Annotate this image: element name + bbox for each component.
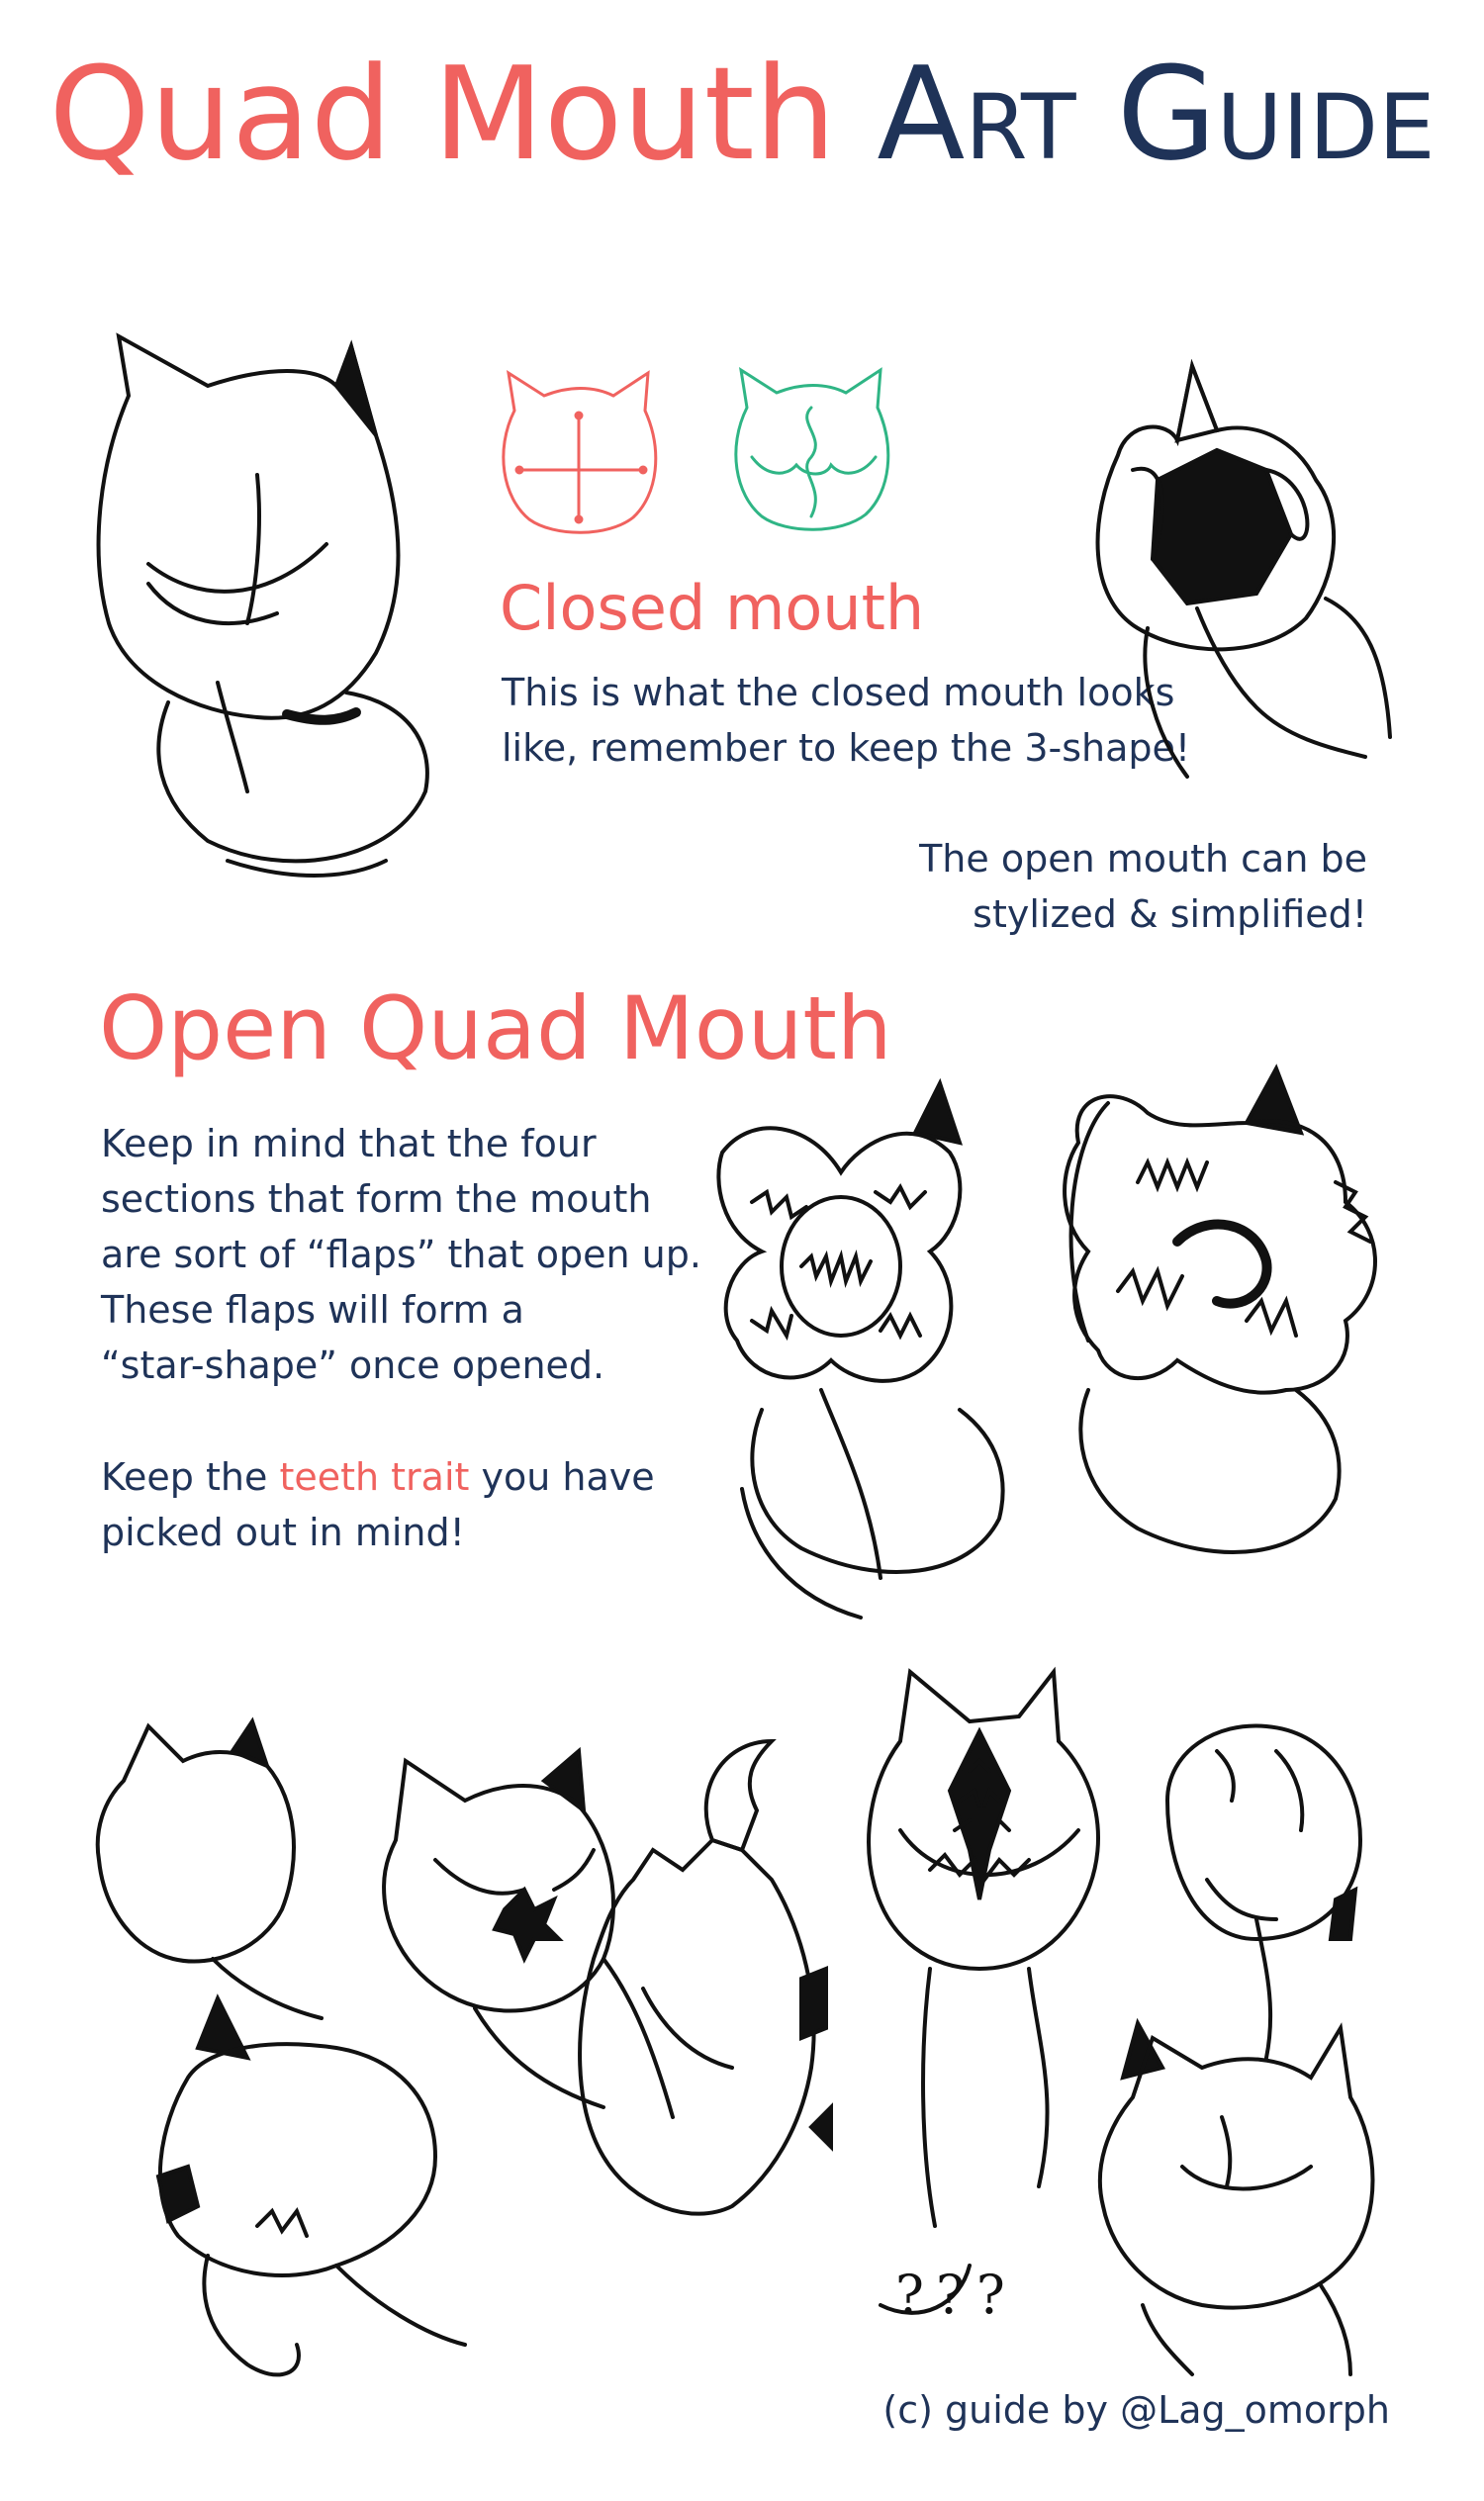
closed-mouth-head-illustration	[89, 326, 465, 880]
open-note-line-1: The open mouth can be	[919, 837, 1367, 880]
open-text-line-2: sections that form the mouth	[101, 1177, 652, 1221]
open-mouth-heading: Open Quad Mouth	[99, 977, 892, 1079]
closed-mouth-cross-diagram	[495, 371, 663, 539]
title-part-navy: Art Guide	[877, 39, 1436, 189]
closed-mouth-heading: Closed mouth	[500, 572, 925, 644]
open-text-line-5: “star-shape” once opened.	[101, 1343, 605, 1387]
tongue-head-sketch	[574, 1731, 871, 2226]
teeth-text-line-2: picked out in mind!	[101, 1511, 465, 1554]
closed-mouth-text-line-2: like, remember to keep the 3-shape!	[502, 726, 1191, 770]
teeth-text-line-1	[101, 1449, 655, 1505]
open-mouth-head-illustration	[1068, 361, 1405, 787]
question-marks: ???	[895, 2264, 1017, 2326]
tilted-tongue-head-sketch	[139, 1979, 465, 2394]
open-flaps-head-illustration-1	[712, 1083, 1049, 1637]
page-title	[0, 40, 1484, 188]
open-note-line-2: stylized & simplified!	[973, 892, 1367, 936]
credit-text: (c) guide by @Lag_omorph	[882, 2388, 1390, 2432]
title-part-red: Quad Mouth	[48, 39, 837, 189]
teeth-suffix: you have	[469, 1455, 655, 1499]
open-text-line-1: Keep in mind that the four	[101, 1122, 597, 1165]
open-text-line-3: are sort of “flaps” that open up.	[101, 1233, 701, 1276]
open-text-line-4: These flaps will form a	[101, 1288, 524, 1332]
teeth-trait-highlight: teeth trait	[279, 1455, 470, 1499]
open-flaps-head-illustration-2	[1049, 1064, 1405, 1618]
sleeping-head-sketch	[1083, 1998, 1380, 2374]
variation-head-sketch-1	[94, 1721, 322, 2018]
closed-mouth-3-shape-diagram	[727, 368, 895, 536]
teeth-prefix: Keep the	[101, 1455, 280, 1499]
closed-mouth-text-line-1: This is what the closed mouth looks	[502, 671, 1175, 714]
